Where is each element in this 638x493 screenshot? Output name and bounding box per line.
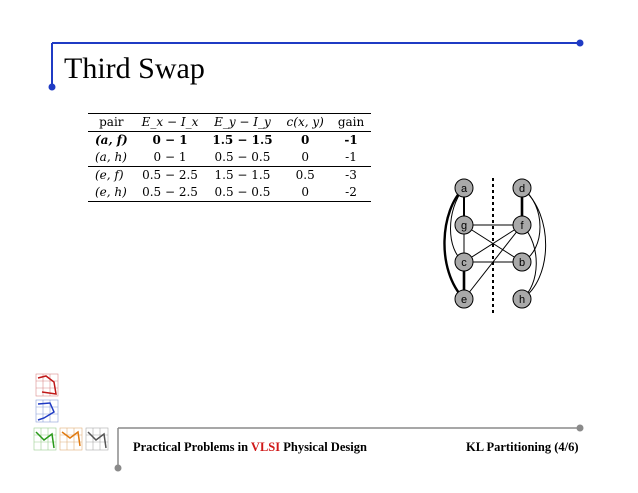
cell-ex-ix: 0 − 1 [153,150,187,164]
cell-cost: 0 [301,133,310,147]
course-logo-icon [30,370,115,460]
node-label-c: c [461,257,467,269]
column-header-ey-iy: E_y − I_y [205,114,279,132]
cell-cost: 0 [301,185,309,199]
cell-gain: -3 [331,167,371,185]
column-header-pair: pair [88,114,135,132]
column-header-ex-ix: E_x − I_x [135,114,206,132]
cell-ex-ix: 0.5 − 2.5 [135,167,206,185]
node-label-g: g [460,220,468,232]
footer-course-title [133,440,367,455]
swap-gain-table [88,113,371,202]
footer-suffix: Physical Design [280,440,367,454]
cell-gain: -1 [344,133,358,147]
cell-cost: 0.5 [280,167,331,185]
column-header-cost: c(x, y) [280,114,331,132]
cell-pair: (e, h) [95,185,127,199]
table-row [88,149,371,167]
cell-gain: -2 [345,185,357,199]
node-label-h: h [518,294,526,306]
node-label-a: a [460,183,468,195]
footer-vlsi: VLSI [250,440,281,454]
table-row [88,167,371,185]
node-label-b: b [518,257,526,269]
cell-cost: 0 [301,150,309,164]
node-label-f: f [520,220,524,232]
partition-graph [430,170,560,320]
cell-ey-iy: 0.5 − 0.5 [214,150,271,164]
cell-pair: (a, f) [95,133,128,147]
table-row [88,132,371,150]
cell-ex-ix: 0.5 − 2.5 [142,185,198,199]
table-row [88,184,371,202]
cell-pair: (a, h) [95,150,127,164]
cell-ey-iy: 0.5 − 0.5 [214,185,271,199]
slide-title: Third Swap [64,52,205,85]
cell-ey-iy: 1.5 − 1.5 [205,167,279,185]
cell-gain: -1 [345,150,357,164]
footer-section-label: KL Partitioning (4/6) [466,440,579,454]
column-header-gain: gain [331,114,371,132]
table-header-row [88,114,371,132]
footer-prefix: Practical Problems in [133,440,251,454]
node-label-d: d [518,183,526,195]
node-label-e: e [460,294,468,306]
cell-ex-ix: 0 − 1 [152,133,188,147]
cell-pair: (e, f) [88,167,135,185]
cell-ey-iy: 1.5 − 1.5 [212,133,273,147]
